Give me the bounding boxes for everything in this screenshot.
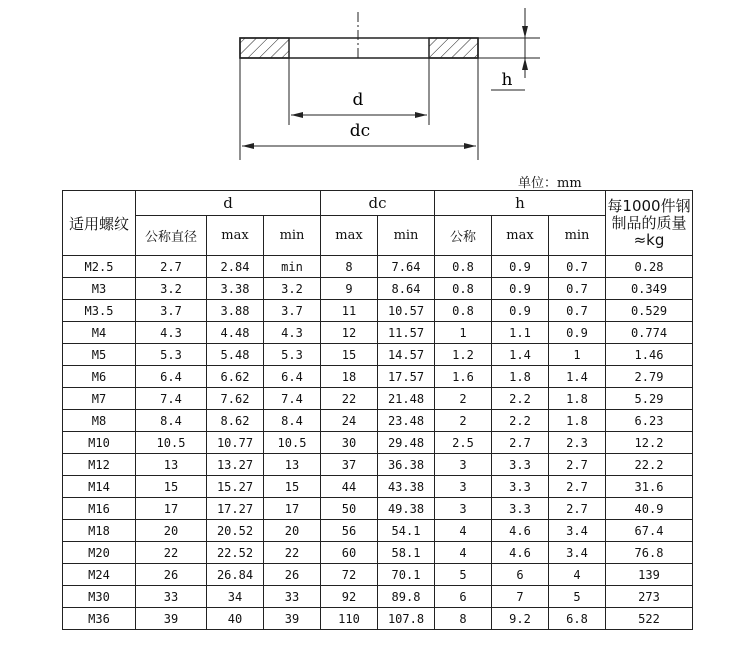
header-mass: 每1000件钢制品的质量≈kg — [606, 191, 693, 256]
table-cell: 49.38 — [378, 498, 435, 520]
table-cell: 11 — [321, 300, 378, 322]
table-cell: 15.27 — [207, 476, 264, 498]
table-cell: 139 — [606, 564, 693, 586]
table-cell: 22 — [264, 542, 321, 564]
table-cell: 1.1 — [492, 322, 549, 344]
table-cell: 0.7 — [549, 278, 606, 300]
table-body — [63, 256, 693, 630]
table-cell: 4 — [549, 564, 606, 586]
table-cell: 0.9 — [492, 278, 549, 300]
table-row — [63, 300, 693, 322]
table-cell: 30 — [321, 432, 378, 454]
table-cell: 26 — [264, 564, 321, 586]
table-cell: min — [264, 256, 321, 278]
table-cell: 8.64 — [378, 278, 435, 300]
table-cell: 3.7 — [264, 300, 321, 322]
table-cell: 76.8 — [606, 542, 693, 564]
cell-thread-size: M16 — [63, 498, 136, 520]
table-cell: 0.28 — [606, 256, 693, 278]
table-cell: 0.529 — [606, 300, 693, 322]
cell-thread-size: M4 — [63, 322, 136, 344]
table-cell: 8 — [435, 608, 492, 630]
header-h-min: min — [549, 216, 606, 256]
table-cell: 18 — [321, 366, 378, 388]
header-h-max: max — [492, 216, 549, 256]
table-cell: 2.79 — [606, 366, 693, 388]
table-cell: 2 — [435, 410, 492, 432]
table-cell: 0.9 — [492, 300, 549, 322]
table-cell: 39 — [264, 608, 321, 630]
table-cell: 1.8 — [492, 366, 549, 388]
table-cell: 6.8 — [549, 608, 606, 630]
table-cell: 15 — [136, 476, 207, 498]
table-cell: 67.4 — [606, 520, 693, 542]
table-row — [63, 520, 693, 542]
table-cell: 2.7 — [492, 432, 549, 454]
table-cell: 39 — [136, 608, 207, 630]
table-cell: 2.84 — [207, 256, 264, 278]
table-cell: 20 — [136, 520, 207, 542]
cell-thread-size: M8 — [63, 410, 136, 432]
dimension-dc-label: dc — [349, 121, 371, 141]
table-row — [63, 476, 693, 498]
table-cell: 12.2 — [606, 432, 693, 454]
table-cell: 72 — [321, 564, 378, 586]
table-cell: 70.1 — [378, 564, 435, 586]
header-group-d: d — [136, 191, 321, 216]
table-cell: 2.7 — [549, 498, 606, 520]
table-cell: 1.46 — [606, 344, 693, 366]
header-d-max: max — [207, 216, 264, 256]
table-cell: 3.3 — [492, 454, 549, 476]
table-cell: 7.4 — [264, 388, 321, 410]
table-cell: 522 — [606, 608, 693, 630]
table-cell: 13 — [136, 454, 207, 476]
table-cell: 7.4 — [136, 388, 207, 410]
cell-thread-size: M2.5 — [63, 256, 136, 278]
table-cell: 33 — [264, 586, 321, 608]
table-row — [63, 278, 693, 300]
table-cell: 4 — [435, 520, 492, 542]
table-cell: 0.8 — [435, 300, 492, 322]
table-cell: 3 — [435, 498, 492, 520]
header-d-nominal: 公称直径 — [136, 216, 207, 256]
table-row — [63, 564, 693, 586]
cell-thread-size: M18 — [63, 520, 136, 542]
table-cell: 40.9 — [606, 498, 693, 520]
table-cell: 24 — [321, 410, 378, 432]
table-cell: 0.9 — [549, 322, 606, 344]
table-cell: 2.7 — [549, 454, 606, 476]
table-cell: 0.9 — [492, 256, 549, 278]
table-cell: 2.2 — [492, 410, 549, 432]
table-cell: 2.7 — [549, 476, 606, 498]
table-cell: 17 — [264, 498, 321, 520]
table-cell: 8.62 — [207, 410, 264, 432]
table-cell: 23.48 — [378, 410, 435, 432]
table-cell: 4.6 — [492, 542, 549, 564]
cell-thread-size: M10 — [63, 432, 136, 454]
table-cell: 2 — [435, 388, 492, 410]
table-cell: 7.62 — [207, 388, 264, 410]
table-cell: 37 — [321, 454, 378, 476]
table-cell: 31.6 — [606, 476, 693, 498]
table-cell: 8 — [321, 256, 378, 278]
table-cell: 3.7 — [136, 300, 207, 322]
table-cell: 1 — [549, 344, 606, 366]
table-cell: 13.27 — [207, 454, 264, 476]
table-cell: 22.52 — [207, 542, 264, 564]
cell-thread-size: M3 — [63, 278, 136, 300]
washer-section-left — [240, 38, 289, 58]
washer-section-right — [429, 38, 478, 58]
cell-thread-size: M3.5 — [63, 300, 136, 322]
table-cell: 2.7 — [136, 256, 207, 278]
table-cell: 17.27 — [207, 498, 264, 520]
table-cell: 15 — [264, 476, 321, 498]
table-cell: 3.3 — [492, 476, 549, 498]
table-cell: 0.8 — [435, 256, 492, 278]
table-cell: 10.57 — [378, 300, 435, 322]
cell-thread-size: M14 — [63, 476, 136, 498]
table-cell: 3.2 — [136, 278, 207, 300]
table-cell: 15 — [321, 344, 378, 366]
table-cell: 273 — [606, 586, 693, 608]
table-cell: 26.84 — [207, 564, 264, 586]
table-cell: 50 — [321, 498, 378, 520]
table-cell: 1 — [435, 322, 492, 344]
table-cell: 8.4 — [264, 410, 321, 432]
table-cell: 8.4 — [136, 410, 207, 432]
table-cell: 10.77 — [207, 432, 264, 454]
table-row — [63, 608, 693, 630]
table-cell: 43.38 — [378, 476, 435, 498]
table-cell: 5.3 — [264, 344, 321, 366]
header-dc-min: min — [378, 216, 435, 256]
table-cell: 58.1 — [378, 542, 435, 564]
table-header-row-1 — [63, 191, 693, 216]
table-cell: 6.4 — [136, 366, 207, 388]
table-cell: 4.48 — [207, 322, 264, 344]
table-cell: 29.48 — [378, 432, 435, 454]
cell-thread-size: M20 — [63, 542, 136, 564]
table-cell: 5 — [435, 564, 492, 586]
table-cell: 14.57 — [378, 344, 435, 366]
table-row — [63, 344, 693, 366]
table-cell: 3.2 — [264, 278, 321, 300]
table-cell: 17 — [136, 498, 207, 520]
table-cell: 0.7 — [549, 300, 606, 322]
table-cell: 36.38 — [378, 454, 435, 476]
table-cell: 0.774 — [606, 322, 693, 344]
table-cell: 9 — [321, 278, 378, 300]
table-row — [63, 454, 693, 476]
washer-drawing — [0, 0, 750, 190]
cell-thread-size: M5 — [63, 344, 136, 366]
table-cell: 17.57 — [378, 366, 435, 388]
cell-thread-size: M30 — [63, 586, 136, 608]
table-cell: 4.3 — [264, 322, 321, 344]
cell-thread-size: M36 — [63, 608, 136, 630]
table-cell: 1.8 — [549, 410, 606, 432]
table-cell: 1.4 — [549, 366, 606, 388]
header-d-min: min — [264, 216, 321, 256]
table-cell: 6 — [492, 564, 549, 586]
table-cell: 3.4 — [549, 542, 606, 564]
table-cell: 6.23 — [606, 410, 693, 432]
table-header-row-2 — [63, 216, 693, 256]
table-cell: 3.3 — [492, 498, 549, 520]
header-h-nominal: 公称 — [435, 216, 492, 256]
table-row — [63, 432, 693, 454]
table-cell: 110 — [321, 608, 378, 630]
cell-thread-size: M6 — [63, 366, 136, 388]
table-row — [63, 542, 693, 564]
table-cell: 34 — [207, 586, 264, 608]
table-cell: 2.3 — [549, 432, 606, 454]
unit-label: 单位：mm — [518, 176, 582, 191]
cell-thread-size: M24 — [63, 564, 136, 586]
table-cell: 7.64 — [378, 256, 435, 278]
table-cell: 21.48 — [378, 388, 435, 410]
washer-spec-table — [62, 190, 693, 630]
table-cell: 12 — [321, 322, 378, 344]
table-cell: 40 — [207, 608, 264, 630]
table-cell: 92 — [321, 586, 378, 608]
cell-thread-size: M7 — [63, 388, 136, 410]
table-cell: 1.6 — [435, 366, 492, 388]
table-cell: 60 — [321, 542, 378, 564]
table-row — [63, 256, 693, 278]
table-row — [63, 322, 693, 344]
table-cell: 26 — [136, 564, 207, 586]
table-cell: 4.6 — [492, 520, 549, 542]
table-cell: 6 — [435, 586, 492, 608]
table-cell: 6.62 — [207, 366, 264, 388]
table-cell: 10.5 — [264, 432, 321, 454]
table-row — [63, 366, 693, 388]
table-cell: 3.38 — [207, 278, 264, 300]
table-row — [63, 498, 693, 520]
header-dc-max: max — [321, 216, 378, 256]
table-cell: 4 — [435, 542, 492, 564]
table-cell: 3 — [435, 454, 492, 476]
table-cell: 1.2 — [435, 344, 492, 366]
table-cell: 22.2 — [606, 454, 693, 476]
header-group-h: h — [435, 191, 606, 216]
table-cell: 89.8 — [378, 586, 435, 608]
dimension-h-label: h — [501, 70, 513, 90]
table-cell: 3 — [435, 476, 492, 498]
table-cell: 0.8 — [435, 278, 492, 300]
table-cell: 3.88 — [207, 300, 264, 322]
table-cell: 22 — [136, 542, 207, 564]
table-cell: 5.3 — [136, 344, 207, 366]
table-cell: 2.5 — [435, 432, 492, 454]
dimension-d-label: d — [352, 90, 364, 110]
table-cell: 13 — [264, 454, 321, 476]
table-cell: 0.349 — [606, 278, 693, 300]
header-size: 适用螺纹 — [63, 191, 136, 256]
table-cell: 54.1 — [378, 520, 435, 542]
table-row — [63, 586, 693, 608]
table-cell: 5 — [549, 586, 606, 608]
table-cell: 33 — [136, 586, 207, 608]
table-cell: 5.29 — [606, 388, 693, 410]
table-cell: 5.48 — [207, 344, 264, 366]
table-cell: 4.3 — [136, 322, 207, 344]
table-cell: 7 — [492, 586, 549, 608]
table-cell: 22 — [321, 388, 378, 410]
table-cell: 3.4 — [549, 520, 606, 542]
table-row — [63, 410, 693, 432]
table-cell: 0.7 — [549, 256, 606, 278]
table-cell: 2.2 — [492, 388, 549, 410]
table-cell: 11.57 — [378, 322, 435, 344]
header-group-dc: dc — [321, 191, 435, 216]
table-cell: 44 — [321, 476, 378, 498]
table-row — [63, 388, 693, 410]
table-cell: 107.8 — [378, 608, 435, 630]
table-cell: 20.52 — [207, 520, 264, 542]
table-cell: 20 — [264, 520, 321, 542]
table-cell: 1.4 — [492, 344, 549, 366]
table-cell: 1.8 — [549, 388, 606, 410]
table-cell: 6.4 — [264, 366, 321, 388]
table-cell: 56 — [321, 520, 378, 542]
table-cell: 9.2 — [492, 608, 549, 630]
cell-thread-size: M12 — [63, 454, 136, 476]
table-cell: 10.5 — [136, 432, 207, 454]
